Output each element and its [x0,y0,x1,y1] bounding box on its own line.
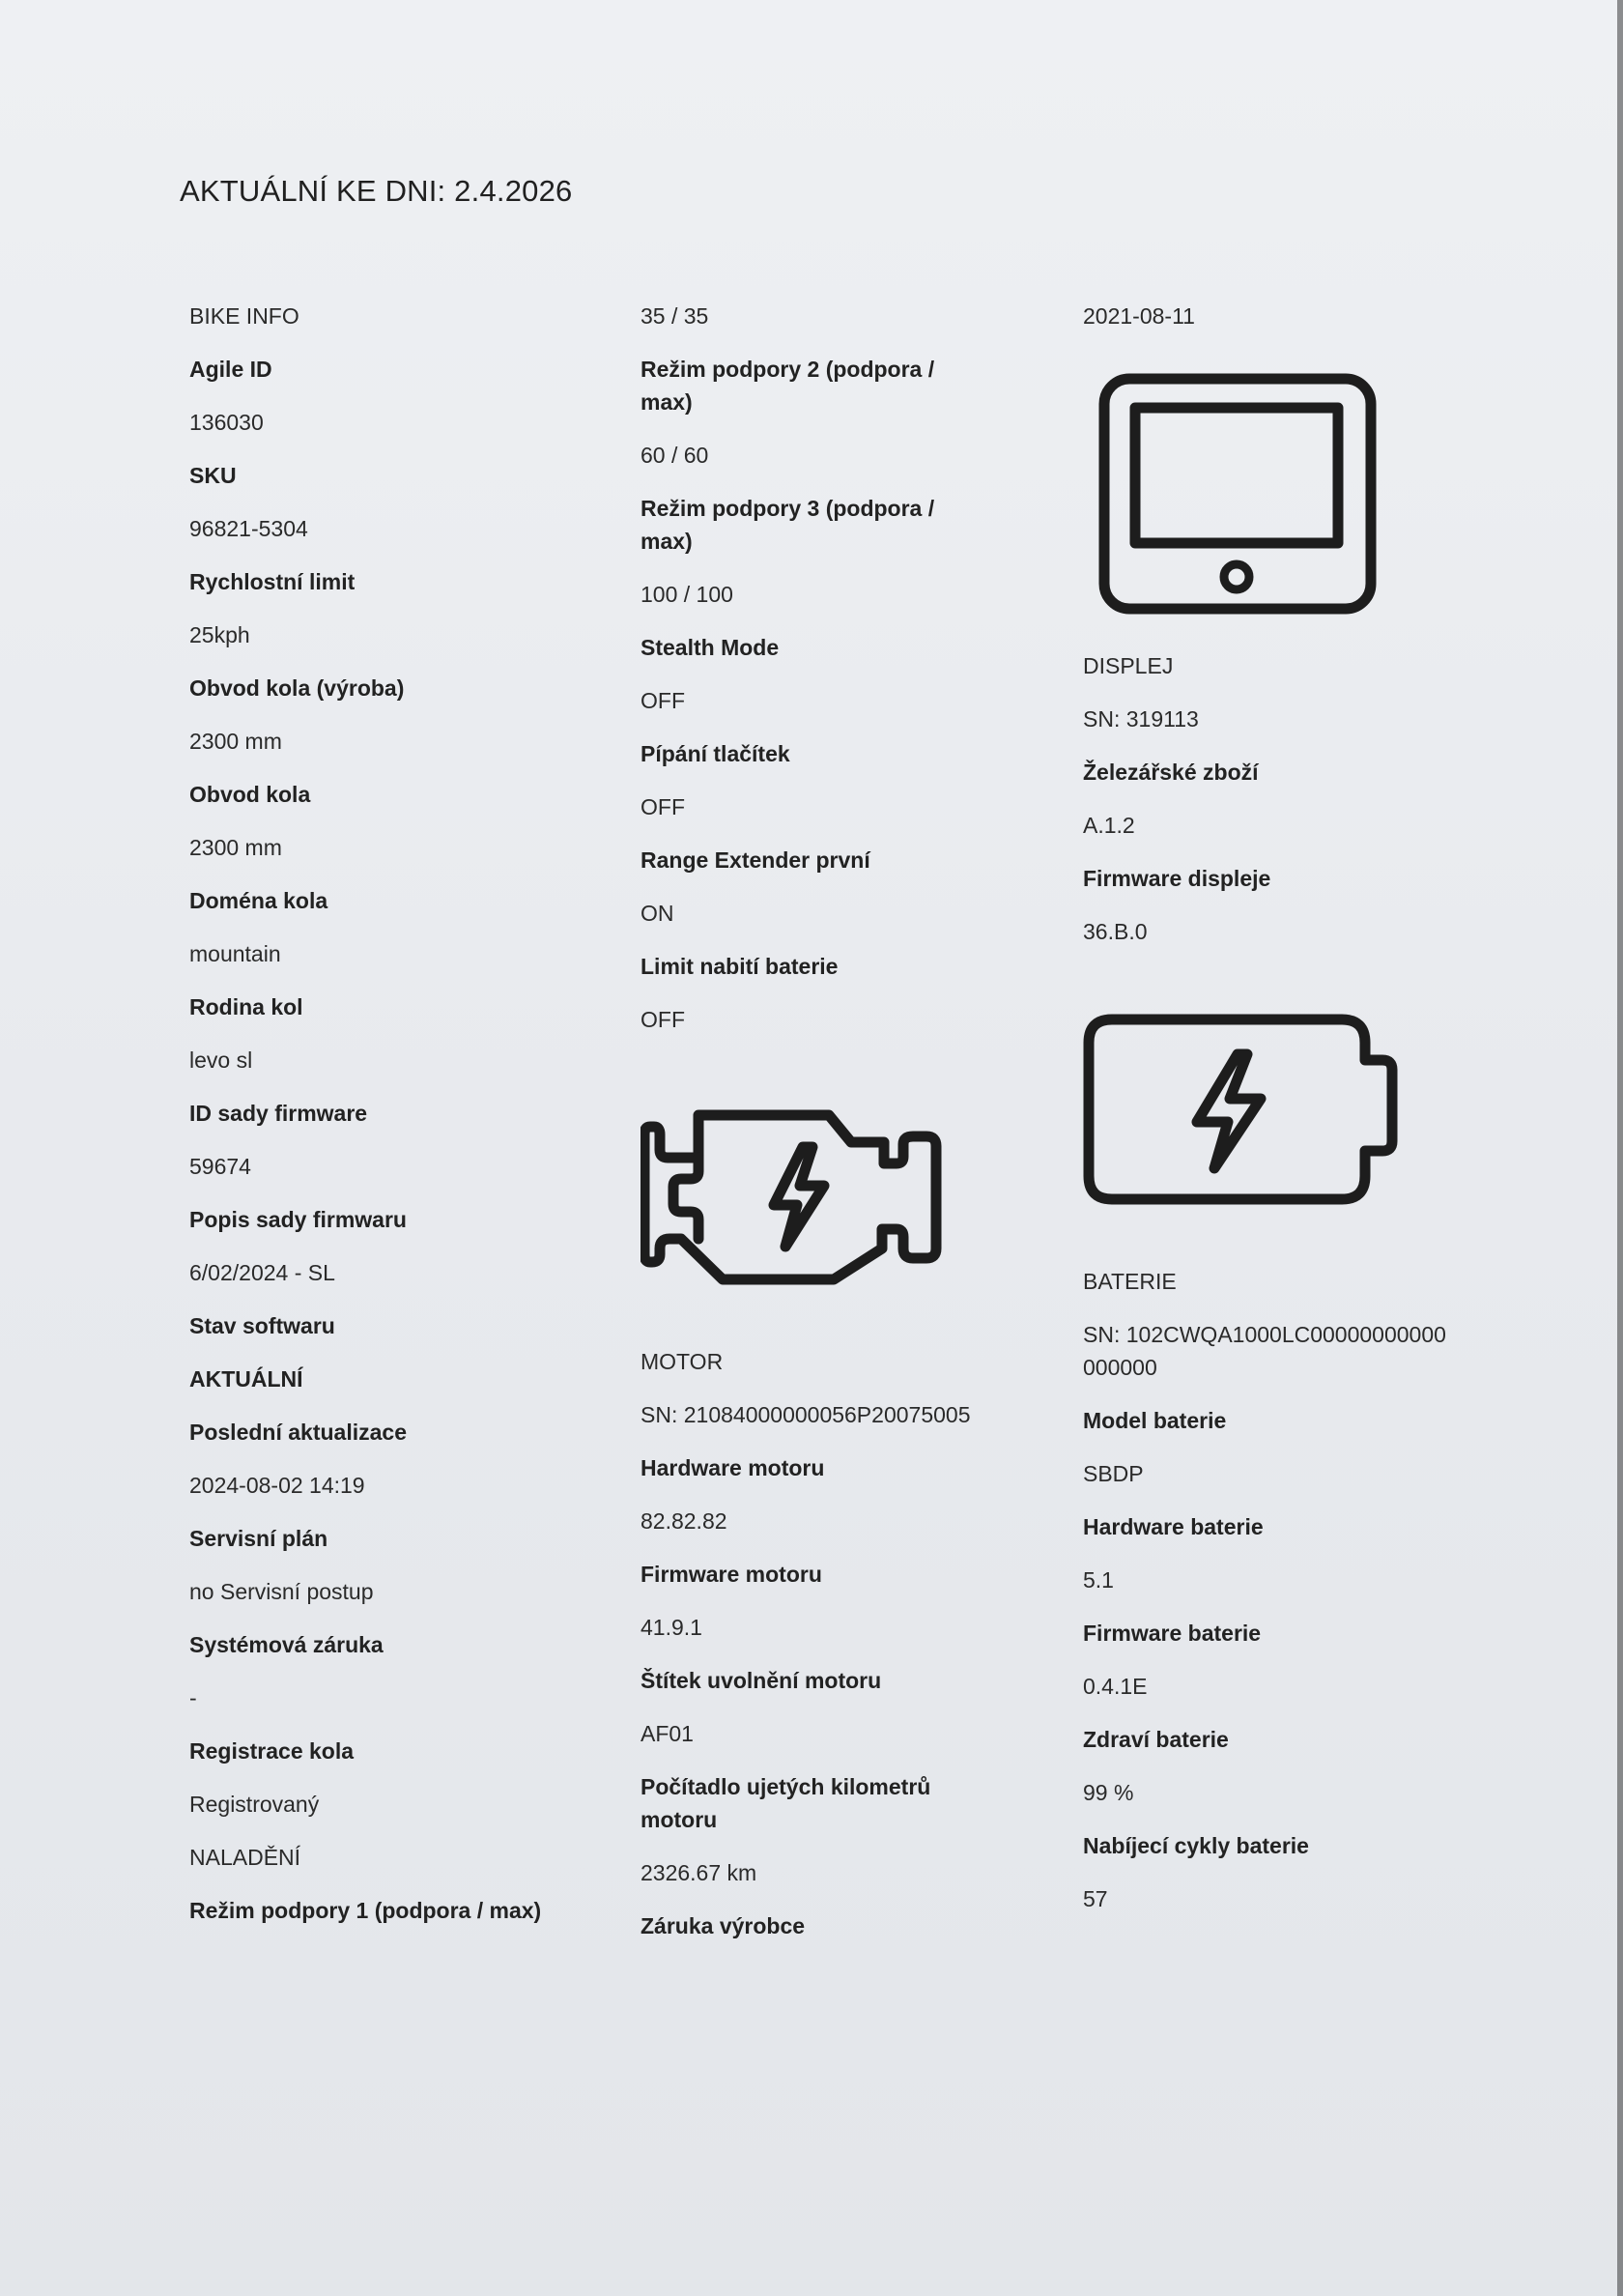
field-label: Hardware baterie [1083,1514,1264,1539]
tablet-display-icon [1096,371,1386,622]
display-battery-column [1083,300,1450,1915]
field-value: 0.4.1E [1083,1674,1148,1699]
field-label: Agile ID [189,357,272,382]
field-label: Štítek uvolnění motoru [641,1668,882,1693]
field-label: Firmware motoru [641,1562,822,1587]
field-label: ID sady firmware [189,1101,368,1126]
field-value: OFF [641,688,685,713]
tuning-list [641,300,988,1036]
field-label: Stealth Mode [641,635,780,660]
field-value: ON [641,901,674,926]
field-label: Servisní plán [189,1526,328,1551]
field-value: 2300 mm [189,835,282,860]
field-value: 100 / 100 [641,582,733,607]
field-value: BIKE INFO [189,303,299,329]
field-value: levo sl [189,1048,253,1073]
field-value: 25kph [189,622,250,647]
document-date-heading: AKTUÁLNÍ KE DNI: 2.4.2026 [180,174,573,208]
field-label: Rodina kol [189,994,303,1019]
field-label: Režim podpory 3 (podpora / max) [641,496,935,554]
motor-engine-icon [641,1104,950,1287]
field-label: Zdraví baterie [1083,1727,1229,1752]
field-value: 59674 [189,1154,251,1179]
display-list [1083,649,1450,948]
field-value: 2300 mm [189,729,282,754]
field-value: OFF [641,1007,685,1032]
field-value: 2024-08-02 14:19 [189,1473,365,1498]
field-label: SKU [189,463,237,488]
field-label: Model baterie [1083,1408,1227,1433]
field-label: Doména kola [189,888,328,913]
field-value: mountain [189,941,281,966]
field-value: A.1.2 [1083,813,1135,838]
field-label: Poslední aktualizace [189,1420,407,1445]
field-value: OFF [641,794,685,819]
field-value: SN: 21084000000056P20075005 [641,1402,971,1427]
field-label: Firmware baterie [1083,1621,1262,1646]
field-value: 36.B.0 [1083,919,1148,944]
field-label: Registrace kola [189,1738,355,1764]
field-value: 60 / 60 [641,443,709,468]
field-label: Range Extender první [641,847,870,873]
field-value: SN: 102CWQA1000LC00000000000000000 [1083,1322,1446,1380]
field-label: Firmware displeje [1083,866,1271,891]
bike-info-list [189,300,595,1927]
field-label: Obvod kola [189,782,311,807]
field-value: 41.9.1 [641,1615,702,1640]
field-label: AKTUÁLNÍ [189,1366,303,1392]
battery-bolt-icon [1083,1014,1402,1207]
field-value: 5.1 [1083,1567,1114,1593]
field-value: MOTOR [641,1349,724,1374]
field-value: 57 [1083,1886,1108,1911]
field-value: NALADĚNÍ [189,1845,301,1870]
field-label: Obvod kola (výroba) [189,675,405,701]
field-label: Systémová záruka [189,1632,384,1657]
field-value: - [189,1685,197,1710]
field-label: Nabíjecí cykly baterie [1083,1833,1309,1858]
tuning-motor-column [641,300,988,1942]
field-value: DISPLEJ [1083,653,1174,678]
field-value: 99 % [1083,1780,1134,1805]
field-value: SN: 319113 [1083,706,1199,732]
field-value: 6/02/2024 - SL [189,1260,335,1285]
field-value: Registrovaný [189,1792,320,1817]
field-label: Rychlostní limit [189,569,356,594]
field-label: Počítadlo ujetých kilometrů motoru [641,1774,931,1832]
field-label: Popis sady firmwaru [189,1207,407,1232]
field-value: SBDP [1083,1461,1144,1486]
motor-list [641,1345,988,1942]
field-value: 136030 [189,410,264,435]
field-value: 96821-5304 [189,516,308,541]
field-value: 2021-08-11 [1083,303,1195,329]
field-value: 2326.67 km [641,1860,757,1885]
field-label: Stav softwaru [189,1313,335,1338]
field-label: Hardware motoru [641,1455,825,1480]
field-value: 35 / 35 [641,303,709,329]
field-label: Pípání tlačítek [641,741,790,766]
display-date-list [1083,300,1450,332]
battery-list [1083,1265,1450,1915]
field-label: Režim podpory 2 (podpora / max) [641,357,935,415]
field-value: BATERIE [1083,1269,1177,1294]
field-label: Záruka výrobce [641,1913,806,1938]
field-value: no Servisní postup [189,1579,374,1604]
field-label: Režim podpory 1 (podpora / max) [189,1898,542,1923]
field-label: Železářské zboží [1083,760,1259,785]
page-edge-shadow [1617,0,1623,2296]
field-label: Limit nabití baterie [641,954,839,979]
field-value: AF01 [641,1721,694,1746]
field-value: 82.82.82 [641,1508,727,1534]
bike-info-column [189,300,595,1927]
